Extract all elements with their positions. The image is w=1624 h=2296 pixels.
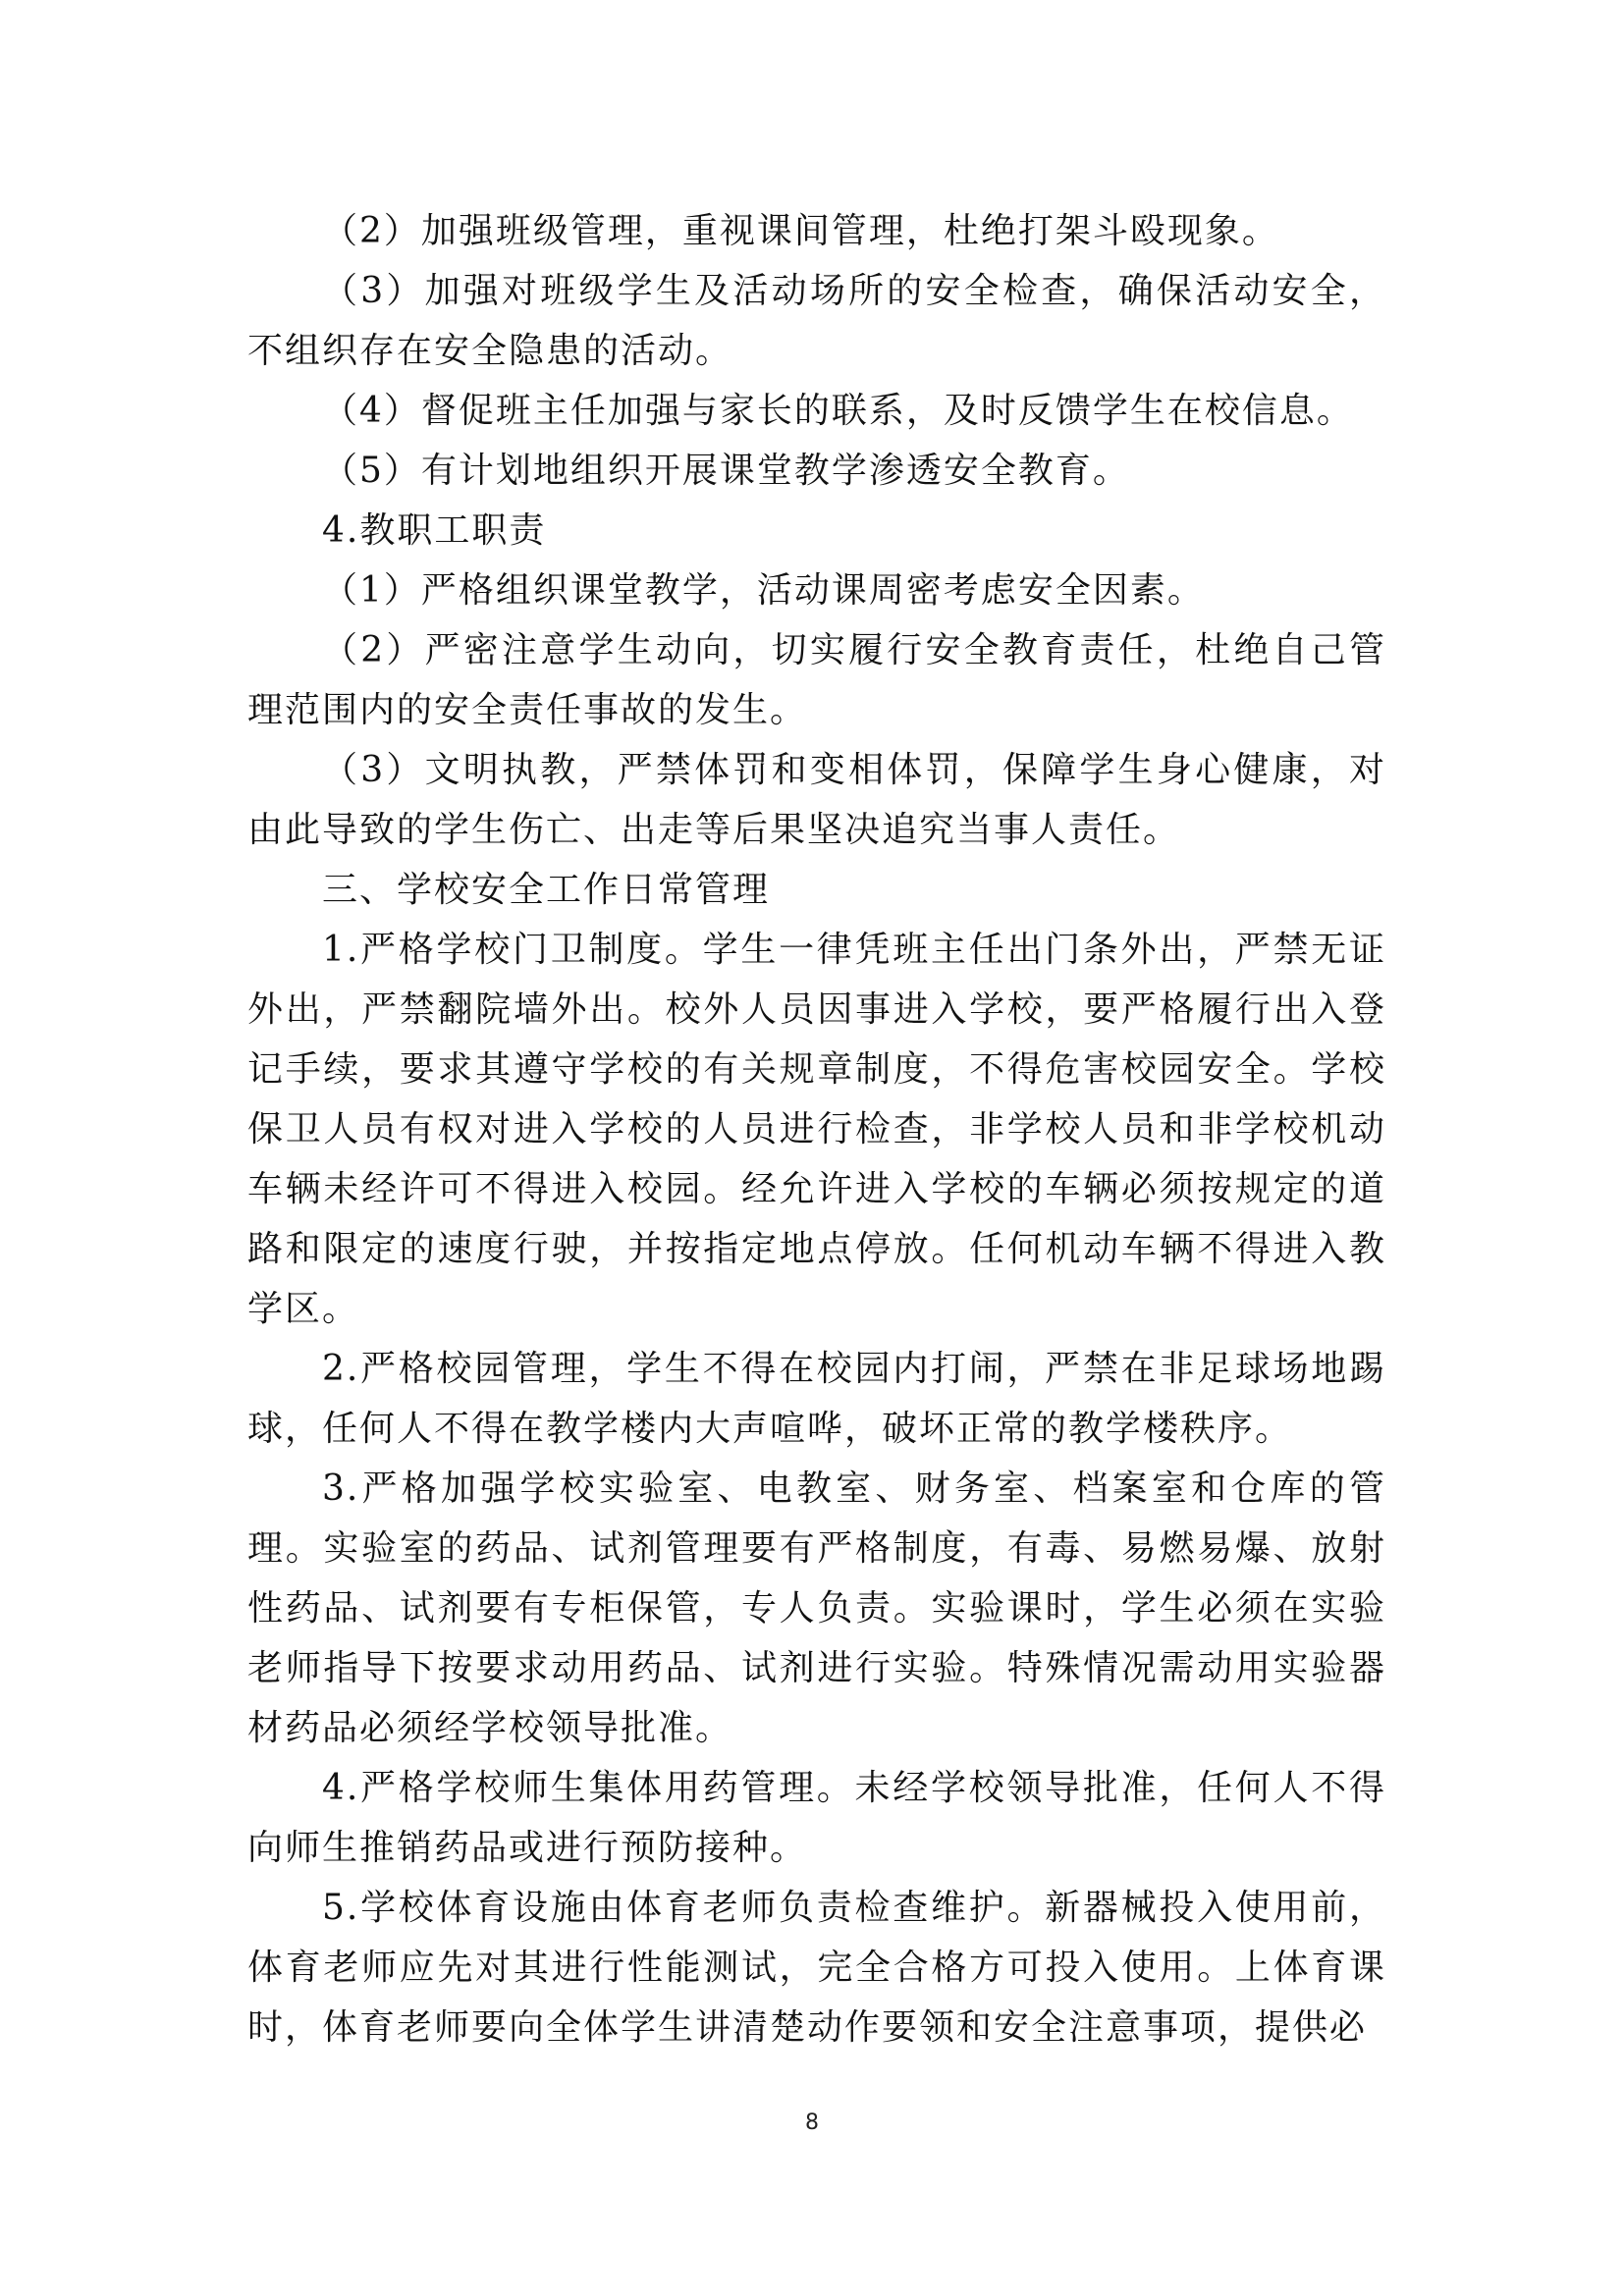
paragraph: 2.严格校园管理，学生不得在校园内打闹，严禁在非足球场地踢球，任何人不得在教学楼内大声喧哗，破坏正常的教学楼秩序。 bbox=[247, 1349, 1386, 1449]
paragraph: （5）有计划地组织开展课堂教学渗透安全教育。 bbox=[322, 451, 1130, 491]
section-heading: 4.教职工职责 bbox=[322, 510, 547, 551]
paragraph: （1）严格组织课堂教学，活动课周密考虑安全因素。 bbox=[322, 570, 1205, 611]
paragraph: （3）加强对班级学生及活动场所的安全检查，确保活动安全，不组织存在安全隐患的活动。 bbox=[247, 271, 1386, 371]
paragraph: 3.严格加强学校实验室、电教室、财务室、档案室和仓库的管理。实验室的药品、试剂管理要有严格制度，有毒、易燃易爆、放射性药品、试剂要有专柜保管，专人负责。实验课时，学生必须在实验老师指导下按要求动用药品、试剂进行实验。特殊情况需动用实验器材药品必须经学校领导批准。 bbox=[247, 1468, 1386, 1748]
paragraph: （4）督促班主任加强与家长的联系，及时反馈学生在校信息。 bbox=[322, 391, 1354, 431]
paragraph: （2）加强班级管理，重视课间管理，杜绝打架斗殴现象。 bbox=[322, 211, 1279, 251]
paragraph: 5.学校体育设施由体育老师负责检查维护。新器械投入使用前，体育老师应先对其进行性能测试，完全合格方可投入使用。上体育课时，体育老师要向全体学生讲清楚动作要领和安全注意事项，提供必 bbox=[247, 1888, 1386, 2048]
document-body bbox=[247, 201, 1386, 2057]
paragraph: （3）文明执教，严禁体罚和变相体罚，保障学生身心健康，对由此导致的学生伤亡、出走等后果坚决追究当事人责任。 bbox=[247, 750, 1386, 850]
paragraph: （2）严密注意学生动向，切实履行安全教育责任，杜绝自己管理范围内的安全责任事故的发生。 bbox=[247, 630, 1386, 730]
section-heading: 三、学校安全工作日常管理 bbox=[322, 870, 771, 910]
paragraph: 4.严格学校师生集体用药管理。未经学校领导批准，任何人不得向师生推销药品或进行预防接种。 bbox=[247, 1768, 1386, 1868]
paragraph: 1.严格学校门卫制度。学生一律凭班主任出门条外出，严禁无证外出，严禁翻院墙外出。校外人员因事进入学校，要严格履行出入登记手续，要求其遵守学校的有关规章制度，不得危害校园安全。学校保卫人员有权对进入学校的人员进行检查，非学校人员和非学校机动车辆未经许可不得进入校园。经允许进入学校的车辆必须按规定的道路和限定的速度行驶，并按指定地点停放。任何机动车辆不得进入教学区。 bbox=[247, 930, 1386, 1329]
page-number: 8 bbox=[805, 2110, 819, 2135]
